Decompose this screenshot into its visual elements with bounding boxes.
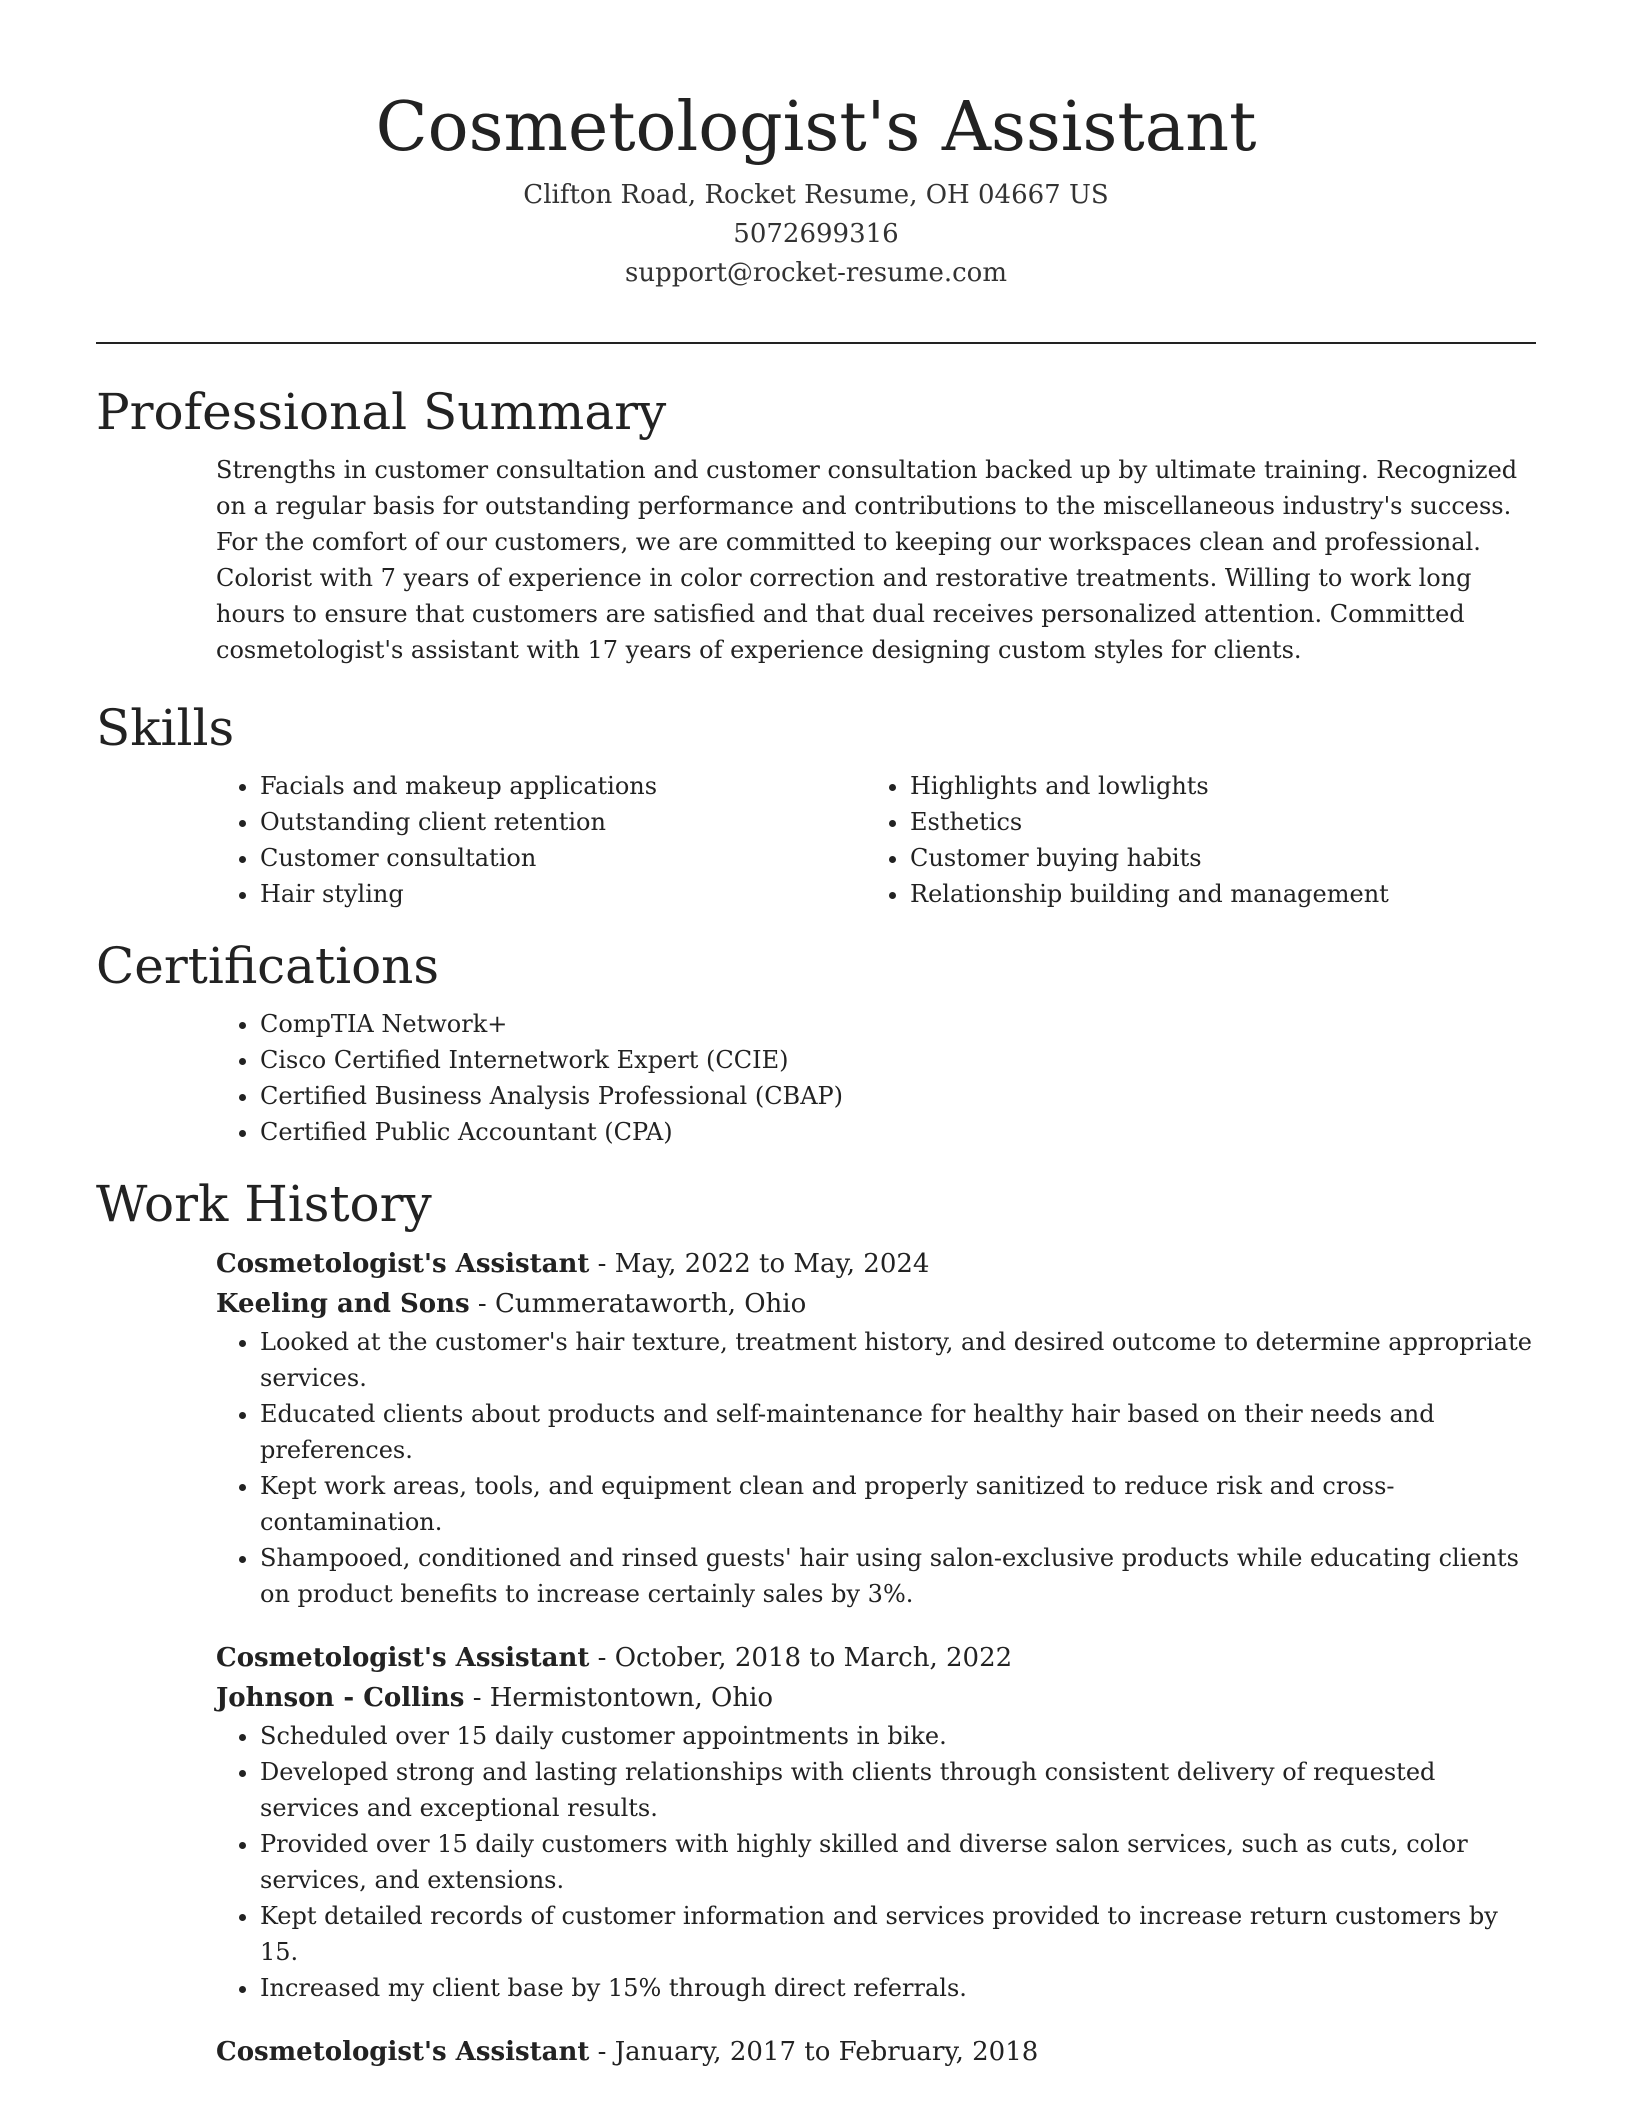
job-title: Cosmetologist's Assistant [216,1249,590,1279]
skill-item: • Relationship building and management [910,876,1516,912]
job-title: Cosmetologist's Assistant [216,1643,590,1673]
certification-item: • Certified Business Analysis Professional (CBAP) [260,1078,1536,1114]
resume-header [0,80,1632,293]
contact-email: support@rocket-resume.com [624,258,1007,288]
job-title-line [216,1638,1536,1678]
job-company-line [216,1678,1536,1718]
contact-phone: 5072699316 [733,219,899,249]
job-entry [216,1638,1536,2006]
job-dates: - January, 2017 to February, 2018 [589,2037,1039,2067]
job-bullet: • Scheduled over 15 daily customer appointments in bike. [260,1718,1536,1754]
skills-grid [216,768,1536,912]
work-history-heading: Work History [96,1175,432,1233]
job-bullet: • Looked at the customer's hair texture, treatment history, and desired outcome to determine appropriate services. [260,1324,1536,1396]
job-bullet: • Developed strong and lasting relationships with clients through consistent delivery of requested services and exceptional results. [260,1754,1536,1826]
certifications-section [96,926,1536,1150]
work-history-section [96,1164,1536,2072]
skill-item: • Hair styling [260,876,866,912]
skill-item: • Outstanding client retention [260,804,866,840]
job-bullet: • Increased my client base by 15% through direct referrals. [260,1970,1536,2006]
skill-item: • Facials and makeup applications [260,768,866,804]
summary-section [96,372,1536,668]
certification-item: • CompTIA Network+ [260,1006,1536,1042]
job-location: - Hermistontown, Ohio [464,1683,774,1713]
certifications-heading: Certifications [96,937,440,995]
job-entry [216,1244,1536,1612]
skill-item: • Customer consultation [260,840,866,876]
job-bullet: • Kept detailed records of customer information and services provided to increase return customers by 15. [260,1898,1536,1970]
certification-item: • Certified Public Accountant (CPA) [260,1114,1536,1150]
candidate-name: Cosmetologist's Assistant [375,88,1257,167]
skill-item: • Esthetics [910,804,1516,840]
resume-content [96,372,1536,2098]
job-company-line [216,1284,1536,1324]
summary-heading: Professional Summary [96,383,667,441]
job-bullet: • Provided over 15 daily customers with highly skilled and diverse salon services, such as cuts, color services, and extensions. [260,1826,1536,1898]
skills-column-left [216,768,866,912]
job-title-line [216,2032,1536,2072]
job-dates: - May, 2022 to May, 2024 [589,1249,930,1279]
skills-section [96,688,1536,912]
job-bullet: • Kept work areas, tools, and equipment clean and properly sanitized to reduce risk and cross-contamination. [260,1468,1536,1540]
skills-heading: Skills [96,699,235,757]
job-location: - Cummerataworth, Ohio [469,1289,807,1319]
job-company: Keeling and Sons [216,1289,470,1319]
skills-column-right [866,768,1516,912]
job-bullet: • Shampooed, conditioned and rinsed guests' hair using salon-exclusive products while educating clients on product benefits to increase certainly sales by 3%. [260,1540,1536,1612]
job-title-line [216,1244,1536,1284]
summary-text: Strengths in customer consultation and customer consultation backed up by ultimate training. Recognized on a regular basis for outstanding performance and contributions to the miscellaneous industry's success. For the comfort of our customers, we are committed to keeping our workspaces clean and professional. Colorist with 7 years of experience in color correction and restorative treatments. Willing to work long hours to ensure that customers are satisfied and that dual receives personalized attention. Committed cosmetologist's assistant with 17 years of experience designing custom styles for clients. [216,456,1518,664]
header-divider [96,342,1536,344]
job-title: Cosmetologist's Assistant [216,2037,590,2067]
job-company: Johnson - Collins [216,1683,465,1713]
skill-item: • Customer buying habits [910,840,1516,876]
job-bullet: • Educated clients about products and self-maintenance for healthy hair based on their needs and preferences. [260,1396,1536,1468]
certification-item: • Cisco Certified Internetwork Expert (CCIE) [260,1042,1536,1078]
job-entry [216,2032,1536,2072]
skill-item: • Highlights and lowlights [910,768,1516,804]
contact-address: Clifton Road, Rocket Resume, OH 04667 US [523,180,1109,210]
job-dates: - October, 2018 to March, 2022 [589,1643,1013,1673]
